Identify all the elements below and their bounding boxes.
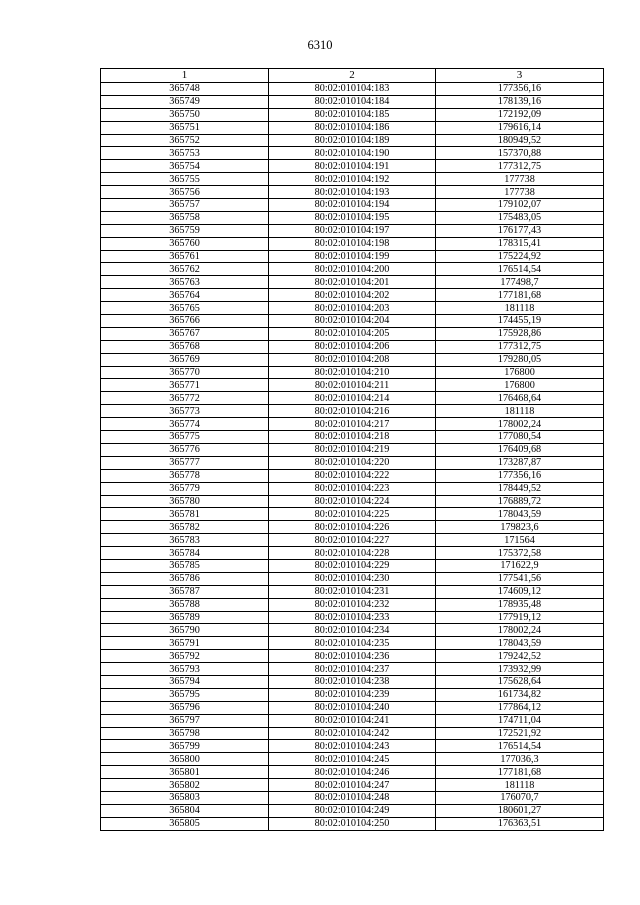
row-number-cell: 365748	[101, 83, 269, 96]
row-number-cell: 365799	[101, 740, 269, 753]
cadastral-number-cell: 80:02:010104:204	[269, 315, 436, 328]
value-cell: 177919,12	[436, 611, 604, 624]
table-row	[101, 469, 604, 482]
row-number-cell: 365776	[101, 443, 269, 456]
cadastral-number-cell: 80:02:010104:186	[269, 121, 436, 134]
cadastral-number-cell: 80:02:010104:194	[269, 199, 436, 212]
table-row	[101, 250, 604, 263]
row-number-cell: 365767	[101, 327, 269, 340]
value-cell: 174609,12	[436, 585, 604, 598]
row-number-cell: 365781	[101, 508, 269, 521]
table-row	[101, 817, 604, 830]
table-row	[101, 237, 604, 250]
value-cell: 177181,68	[436, 766, 604, 779]
value-cell: 178043,59	[436, 637, 604, 650]
table-row	[101, 379, 604, 392]
cadastral-number-cell: 80:02:010104:235	[269, 637, 436, 650]
value-cell: 175483,05	[436, 211, 604, 224]
cadastral-number-cell: 80:02:010104:238	[269, 675, 436, 688]
table-row	[101, 559, 604, 572]
value-cell: 180949,52	[436, 134, 604, 147]
table-row	[101, 650, 604, 663]
table-row	[101, 534, 604, 547]
table-row	[101, 108, 604, 121]
cadastral-number-cell: 80:02:010104:243	[269, 740, 436, 753]
table-row	[101, 95, 604, 108]
table-row	[101, 366, 604, 379]
cadastral-number-cell: 80:02:010104:223	[269, 482, 436, 495]
cadastral-number-cell: 80:02:010104:190	[269, 147, 436, 160]
table-row	[101, 134, 604, 147]
value-cell: 176800	[436, 379, 604, 392]
row-number-cell: 365766	[101, 315, 269, 328]
table-row	[101, 186, 604, 199]
table-row	[101, 675, 604, 688]
row-number-cell: 365761	[101, 250, 269, 263]
cadastral-number-cell: 80:02:010104:191	[269, 160, 436, 173]
row-number-cell: 365784	[101, 547, 269, 560]
value-cell: 172192,09	[436, 108, 604, 121]
value-cell: 178449,52	[436, 482, 604, 495]
row-number-cell: 365768	[101, 340, 269, 353]
value-cell: 176468,64	[436, 392, 604, 405]
value-cell: 161734,82	[436, 688, 604, 701]
row-number-cell: 365791	[101, 637, 269, 650]
table-row	[101, 585, 604, 598]
value-cell: 177356,16	[436, 83, 604, 96]
table-row	[101, 779, 604, 792]
cadastral-number-cell: 80:02:010104:201	[269, 276, 436, 289]
table-row	[101, 405, 604, 418]
value-cell: 173932,99	[436, 663, 604, 676]
table-row	[101, 315, 604, 328]
column-header-1: 1	[101, 69, 269, 83]
row-number-cell: 365787	[101, 585, 269, 598]
table-row	[101, 353, 604, 366]
table-row	[101, 611, 604, 624]
value-cell: 176514,54	[436, 740, 604, 753]
table-row	[101, 199, 604, 212]
value-cell: 176800	[436, 366, 604, 379]
row-number-cell: 365785	[101, 559, 269, 572]
table-row	[101, 766, 604, 779]
row-number-cell: 365783	[101, 534, 269, 547]
cadastral-number-cell: 80:02:010104:226	[269, 521, 436, 534]
cadastral-number-cell: 80:02:010104:222	[269, 469, 436, 482]
table-row	[101, 547, 604, 560]
row-number-cell: 365773	[101, 405, 269, 418]
value-cell: 179280,05	[436, 353, 604, 366]
table-row	[101, 147, 604, 160]
table-row	[101, 263, 604, 276]
row-number-cell: 365777	[101, 456, 269, 469]
table-row	[101, 688, 604, 701]
row-number-cell: 365760	[101, 237, 269, 250]
table-row	[101, 637, 604, 650]
cadastral-number-cell: 80:02:010104:234	[269, 624, 436, 637]
cadastral-number-cell: 80:02:010104:203	[269, 302, 436, 315]
value-cell: 179242,52	[436, 650, 604, 663]
cadastral-number-cell: 80:02:010104:198	[269, 237, 436, 250]
header-row	[101, 69, 604, 83]
table-row	[101, 508, 604, 521]
row-number-cell: 365778	[101, 469, 269, 482]
value-cell: 177036,3	[436, 753, 604, 766]
row-number-cell: 365797	[101, 714, 269, 727]
value-cell: 177356,16	[436, 469, 604, 482]
value-cell: 157370,88	[436, 147, 604, 160]
cadastral-number-cell: 80:02:010104:211	[269, 379, 436, 392]
cadastral-number-cell: 80:02:010104:210	[269, 366, 436, 379]
table-row	[101, 791, 604, 804]
table-row	[101, 804, 604, 817]
value-cell: 175928,86	[436, 327, 604, 340]
value-cell: 181118	[436, 779, 604, 792]
value-cell: 176363,51	[436, 817, 604, 830]
table-row	[101, 340, 604, 353]
column-header-3: 3	[436, 69, 604, 83]
value-cell: 175224,92	[436, 250, 604, 263]
value-cell: 176889,72	[436, 495, 604, 508]
row-number-cell: 365786	[101, 572, 269, 585]
cadastral-number-cell: 80:02:010104:247	[269, 779, 436, 792]
row-number-cell: 365803	[101, 791, 269, 804]
cadastral-number-cell: 80:02:010104:192	[269, 173, 436, 186]
row-number-cell: 365789	[101, 611, 269, 624]
row-number-cell: 365762	[101, 263, 269, 276]
row-number-cell: 365749	[101, 95, 269, 108]
cadastral-number-cell: 80:02:010104:220	[269, 456, 436, 469]
value-cell: 177738	[436, 173, 604, 186]
table-row	[101, 572, 604, 585]
row-number-cell: 365758	[101, 211, 269, 224]
value-cell: 176070,7	[436, 791, 604, 804]
row-number-cell: 365756	[101, 186, 269, 199]
row-number-cell: 365788	[101, 598, 269, 611]
cadastral-number-cell: 80:02:010104:240	[269, 701, 436, 714]
table-row	[101, 276, 604, 289]
table-row	[101, 701, 604, 714]
row-number-cell: 365794	[101, 675, 269, 688]
value-cell: 171622,9	[436, 559, 604, 572]
table-row	[101, 456, 604, 469]
table-row	[101, 740, 604, 753]
table-row	[101, 495, 604, 508]
value-cell: 177864,12	[436, 701, 604, 714]
value-cell: 176514,54	[436, 263, 604, 276]
table-row	[101, 327, 604, 340]
row-number-cell: 365805	[101, 817, 269, 830]
cadastral-number-cell: 80:02:010104:197	[269, 224, 436, 237]
row-number-cell: 365750	[101, 108, 269, 121]
cadastral-number-cell: 80:02:010104:245	[269, 753, 436, 766]
value-cell: 180601,27	[436, 804, 604, 817]
value-cell: 172521,92	[436, 727, 604, 740]
row-number-cell: 365751	[101, 121, 269, 134]
cadastral-number-cell: 80:02:010104:246	[269, 766, 436, 779]
value-cell: 174711,04	[436, 714, 604, 727]
value-cell: 177498,7	[436, 276, 604, 289]
row-number-cell: 365792	[101, 650, 269, 663]
cadastral-number-cell: 80:02:010104:242	[269, 727, 436, 740]
cadastral-number-cell: 80:02:010104:250	[269, 817, 436, 830]
cadastral-number-cell: 80:02:010104:249	[269, 804, 436, 817]
cadastral-number-cell: 80:02:010104:230	[269, 572, 436, 585]
cadastral-number-cell: 80:02:010104:202	[269, 289, 436, 302]
value-cell: 178935,48	[436, 598, 604, 611]
cadastral-number-cell: 80:02:010104:217	[269, 418, 436, 431]
row-number-cell: 365754	[101, 160, 269, 173]
value-cell: 178002,24	[436, 418, 604, 431]
cadastral-number-cell: 80:02:010104:224	[269, 495, 436, 508]
table-row	[101, 624, 604, 637]
row-number-cell: 365798	[101, 727, 269, 740]
value-cell: 179102,07	[436, 199, 604, 212]
value-cell: 177541,56	[436, 572, 604, 585]
row-number-cell: 365779	[101, 482, 269, 495]
cadastral-number-cell: 80:02:010104:200	[269, 263, 436, 276]
cadastral-number-cell: 80:02:010104:184	[269, 95, 436, 108]
row-number-cell: 365796	[101, 701, 269, 714]
table-row	[101, 392, 604, 405]
row-number-cell: 365782	[101, 521, 269, 534]
value-cell: 174455,19	[436, 315, 604, 328]
row-number-cell: 365765	[101, 302, 269, 315]
value-cell: 173287,87	[436, 456, 604, 469]
table-row	[101, 160, 604, 173]
row-number-cell: 365764	[101, 289, 269, 302]
value-cell: 175372,58	[436, 547, 604, 560]
value-cell: 178315,41	[436, 237, 604, 250]
table-row	[101, 714, 604, 727]
table-row	[101, 302, 604, 315]
row-number-cell: 365763	[101, 276, 269, 289]
cadastral-number-cell: 80:02:010104:195	[269, 211, 436, 224]
cadastral-number-cell: 80:02:010104:228	[269, 547, 436, 560]
row-number-cell: 365775	[101, 431, 269, 444]
table-row	[101, 443, 604, 456]
value-cell: 175628,64	[436, 675, 604, 688]
table-row	[101, 418, 604, 431]
row-number-cell: 365752	[101, 134, 269, 147]
page-number: 6310	[307, 38, 333, 52]
row-number-cell: 365771	[101, 379, 269, 392]
table-row	[101, 289, 604, 302]
row-number-cell: 365795	[101, 688, 269, 701]
cadastral-number-cell: 80:02:010104:227	[269, 534, 436, 547]
cadastral-number-cell: 80:02:010104:225	[269, 508, 436, 521]
row-number-cell: 365801	[101, 766, 269, 779]
table-row	[101, 727, 604, 740]
row-number-cell: 365772	[101, 392, 269, 405]
table-row	[101, 753, 604, 766]
cadastral-number-cell: 80:02:010104:216	[269, 405, 436, 418]
registry-table	[100, 68, 604, 831]
value-cell: 177738	[436, 186, 604, 199]
cadastral-number-cell: 80:02:010104:231	[269, 585, 436, 598]
table-row	[101, 663, 604, 676]
row-number-cell: 365780	[101, 495, 269, 508]
cadastral-number-cell: 80:02:010104:206	[269, 340, 436, 353]
row-number-cell: 365793	[101, 663, 269, 676]
value-cell: 177312,75	[436, 160, 604, 173]
row-number-cell: 365790	[101, 624, 269, 637]
row-number-cell: 365769	[101, 353, 269, 366]
cadastral-number-cell: 80:02:010104:214	[269, 392, 436, 405]
cadastral-number-cell: 80:02:010104:218	[269, 431, 436, 444]
cadastral-number-cell: 80:02:010104:236	[269, 650, 436, 663]
value-cell: 181118	[436, 302, 604, 315]
value-cell: 171564	[436, 534, 604, 547]
value-cell: 181118	[436, 405, 604, 418]
value-cell: 177312,75	[436, 340, 604, 353]
value-cell: 177181,68	[436, 289, 604, 302]
value-cell: 178002,24	[436, 624, 604, 637]
cadastral-number-cell: 80:02:010104:193	[269, 186, 436, 199]
row-number-cell: 365759	[101, 224, 269, 237]
table-row	[101, 211, 604, 224]
cadastral-number-cell: 80:02:010104:232	[269, 598, 436, 611]
cadastral-number-cell: 80:02:010104:205	[269, 327, 436, 340]
cadastral-number-cell: 80:02:010104:185	[269, 108, 436, 121]
cadastral-number-cell: 80:02:010104:183	[269, 83, 436, 96]
cadastral-number-cell: 80:02:010104:199	[269, 250, 436, 263]
cadastral-number-cell: 80:02:010104:241	[269, 714, 436, 727]
cadastral-number-cell: 80:02:010104:233	[269, 611, 436, 624]
row-number-cell: 365770	[101, 366, 269, 379]
cadastral-number-cell: 80:02:010104:239	[269, 688, 436, 701]
table-body	[101, 83, 604, 831]
cadastral-number-cell: 80:02:010104:248	[269, 791, 436, 804]
row-number-cell: 365753	[101, 147, 269, 160]
value-cell: 179616,14	[436, 121, 604, 134]
cadastral-number-cell: 80:02:010104:208	[269, 353, 436, 366]
cadastral-number-cell: 80:02:010104:189	[269, 134, 436, 147]
table-row	[101, 482, 604, 495]
value-cell: 176177,43	[436, 224, 604, 237]
row-number-cell: 365802	[101, 779, 269, 792]
value-cell: 177080,54	[436, 431, 604, 444]
table-row	[101, 521, 604, 534]
row-number-cell: 365804	[101, 804, 269, 817]
value-cell: 179823,6	[436, 521, 604, 534]
row-number-cell: 365755	[101, 173, 269, 186]
value-cell: 178139,16	[436, 95, 604, 108]
table-row	[101, 598, 604, 611]
column-header-2: 2	[269, 69, 436, 83]
cadastral-number-cell: 80:02:010104:219	[269, 443, 436, 456]
table-row	[101, 83, 604, 96]
cadastral-number-cell: 80:02:010104:237	[269, 663, 436, 676]
row-number-cell: 365757	[101, 199, 269, 212]
value-cell: 178043,59	[436, 508, 604, 521]
table-row	[101, 121, 604, 134]
row-number-cell: 365774	[101, 418, 269, 431]
table-row	[101, 173, 604, 186]
value-cell: 176409,68	[436, 443, 604, 456]
table-header	[101, 69, 604, 83]
row-number-cell: 365800	[101, 753, 269, 766]
table-row	[101, 224, 604, 237]
table-row	[101, 431, 604, 444]
cadastral-number-cell: 80:02:010104:229	[269, 559, 436, 572]
